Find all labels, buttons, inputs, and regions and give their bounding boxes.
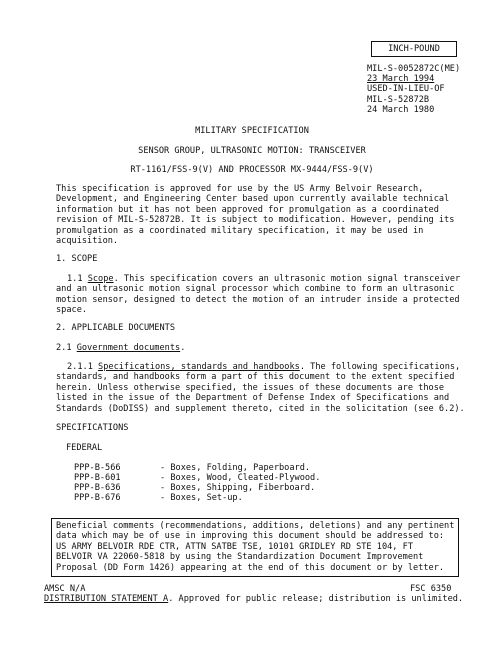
inch-pound-box: INCH-POUND [371,41,457,57]
federal-heading: FEDERAL [66,443,103,453]
list-item: PPP-B-636 - Boxes, Shipping, Fiberboard. [74,483,316,493]
spec-subject-subtitle: RT-1161/FSS-9(V) AND PROCESSOR MX-9444/FSS-9(V) [130,165,374,175]
comments-box: Beneficial comments (recommendations, additions, deletions) and any pertinent data which may be of use in improving this document should be addressed to: US ARMY BELVOIR RDE CTR, ATTN SATBE TSE, 10101 GRIDLEY RD STE 104, FT BELVOIR VA 22060-5818 by using the Standardization Document Improvement Proposal (DD Form 1426) appearing at the end of this document or by letter. [51,518,459,577]
fsc-code: FSC 6350 [410,584,452,594]
spec-subject-title: SENSOR GROUP, ULTRASONIC MOTION: TRANSCEIVER [138,146,366,156]
list-item: PPP-B-676 - Boxes, Set-up. [74,493,243,503]
doc-date: 23 March 1994 [367,74,435,85]
scope-paragraph: 1.1 Scope. This specification covers an ultrasonic motion signal transceiver and an ultrasonic motion signal processor which combine to form an ultrasonic motion sensor, designed to detect the motion of an intruder inside a protected space. [56,274,461,316]
specifications-heading: SPECIFICATIONS [56,423,129,433]
specifications-title: Specifications, standards and handbooks [98,362,300,372]
superseded-doc-date: 24 March 1980 [367,104,435,115]
list-item: PPP-B-601 - Boxes, Wood, Cleated-Plywood. [74,473,321,483]
scope-title: Scope [87,274,114,284]
distribution-statement: DISTRIBUTION STATEMENT A. Approved for public release; distribution is unlimited. [44,594,464,604]
list-item: PPP-B-566 - Boxes, Folding, Paperboard. [74,463,311,473]
intro-paragraph: This specification is approved for use by the US Army Belvoir Research, Development, and Engineering Center based upon currently available technical information but it has not been approved for promulgation as a coordinated revision of MIL-S-52872B. It is subject to modification. However, pending its promulgation as a coordinated military specification, it may be used in acquisition. [56,184,455,246]
supersedes-note: USED-IN-LIEU-OF [367,84,445,95]
document-identifier [367,64,460,115]
specifications-paragraph: 2.1.1 Specifications, standards and handbooks. The following specifications, standards, and handbooks form a part of this document to the extent specified herein. Unless otherwise specified, the issues of these documents are those listed in the issue of the Department of Defense Index of Specifications and Standards (DoDISS) and supplement thereto, cited in the solicitation (see 6.2). [56,362,465,414]
spec-type-title: MILITARY SPECIFICATION [195,126,309,136]
amsc-code: AMSC N/A [44,584,86,594]
section-heading-applicable-documents: 2. APPLICABLE DOCUMENTS [56,323,175,333]
superseded-doc-number: MIL-S-52872B [367,94,430,105]
section-heading-scope: 1. SCOPE [56,254,98,264]
subsection-government-documents: 2.1 Government documents. [56,343,186,353]
doc-number: MIL-S-0052872C(ME) [367,64,461,74]
